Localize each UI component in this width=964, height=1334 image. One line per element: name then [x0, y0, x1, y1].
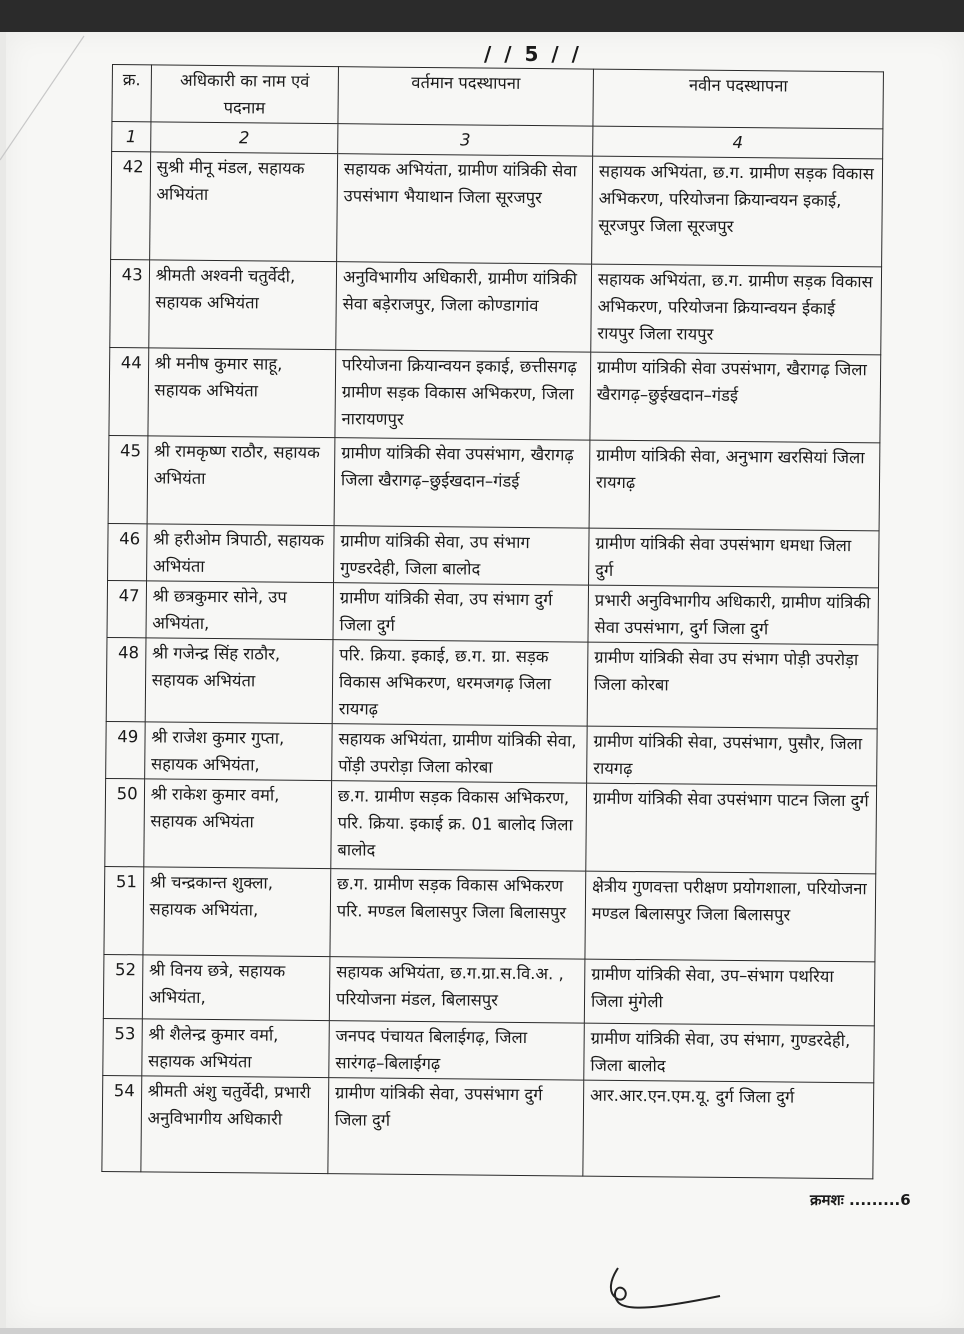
- officer-name-cell: श्री रामकृष्ण राठौर, सहायक अभियंता: [147, 436, 335, 526]
- table-row: [108, 523, 880, 587]
- new-posting-cell: ग्रामीण यांत्रिकी सेवा, उप–संभाग पथरिया जिला मुंगेली: [584, 959, 875, 1026]
- current-posting-cell: परि. क्रिया. इकाई, छ.ग. ग्रा. सड़क विकास अभिकरण, धरमजगढ़ जिला रायगढ़: [332, 640, 588, 726]
- current-posting-cell: सहायक अभियंता, छ.ग.ग्रा.स.वि.अ. , परियोजना मंडल, बिलासपुर: [329, 957, 585, 1023]
- col-number-3: 3: [338, 124, 593, 156]
- officer-name-cell: सुश्री मीनू मंडल, सहायक अभियंता: [149, 152, 337, 262]
- table-row: [105, 778, 877, 873]
- current-posting-cell: परियोजना क्रियान्वयन इकाई, छत्तीसगढ़ ग्रामीण सड़क विकास अभिकरण, जिला नारायणपुर: [335, 350, 591, 440]
- table-row: [109, 347, 881, 442]
- serial-number-cell: 42: [111, 152, 151, 260]
- table-row: [108, 435, 880, 530]
- serial-number-cell: 53: [103, 1018, 142, 1075]
- new-posting-cell: प्रभारी अनुविभागीय अधिकारी, ग्रामीण यांत्रिकी सेवा उपसंभाग, दुर्ग जिला दुर्ग: [588, 585, 879, 645]
- new-posting-cell: सहायक अभियंता, छ.ग. ग्रामीण सड़क विकास अभिकरण, परियोजना क्रियान्वयन इकाई, सूरजपुर जिला सूरजपुर: [592, 156, 883, 267]
- current-posting-cell: ग्रामीण यांत्रिकी सेवा, उपसंभाग दुर्ग जिला दुर्ग: [328, 1078, 584, 1176]
- header-sno: क्र.: [112, 65, 151, 122]
- new-posting-cell: ग्रामीण यांत्रिकी सेवा उपसंभाग धमधा जिला दुर्ग: [589, 528, 880, 588]
- new-posting-cell: ग्रामीण यांत्रिकी सेवा उप संभाग पोड़ी उपरोड़ा जिला कोरबा: [587, 642, 878, 729]
- header-name: अधिकारी का नाम एवं पदनाम: [151, 65, 339, 124]
- serial-number-cell: 47: [107, 580, 146, 637]
- new-posting-cell: सहायक अभियंता, छ.ग. ग्रामीण सड़क विकास अभिकरण, परियोजना क्रियान्वयन ईकाई रायपुर जिला रायपुर: [591, 264, 882, 355]
- transfer-order-table: [101, 64, 884, 1179]
- current-posting-cell: जनपद पंचायत बिलाईगढ़, जिला सारंगढ़–बिलाईगढ़: [329, 1021, 585, 1080]
- handwritten-signature: [600, 1258, 740, 1318]
- new-posting-cell: ग्रामीण यांत्रिकी सेवा, अनुभाग खरसियां जिला रायगढ़: [589, 440, 880, 531]
- officer-name-cell: श्रीमती अंशु चतुर्वेदी, प्रभारी अनुविभागीय अधिकारी: [141, 1076, 329, 1174]
- officer-name-cell: श्री चन्द्रकान्त शुक्ला, सहायक अभियंता,: [143, 867, 331, 957]
- header-new-posting: नवीन पदस्थापना: [593, 69, 884, 129]
- officer-name-cell: श्री राजेश कुमार गुप्ता, सहायक अभियंता,: [144, 722, 332, 781]
- table-row: [106, 637, 878, 728]
- header-current-posting: वर्तमान पदस्थापना: [338, 67, 594, 126]
- table-row: [104, 866, 876, 961]
- officer-name-cell: श्री छत्रकुमार सोने, उप अभियंता,: [146, 581, 334, 640]
- table-header-row: [112, 65, 884, 129]
- current-posting-cell: अनुविभागीय अधिकारी, ग्रामीण यांत्रिकी सेवा बड़ेराजपुर, जिला कोण्डागांव: [336, 262, 592, 352]
- continuation-note: क्रमशः .........6: [810, 1191, 911, 1209]
- serial-number-cell: 46: [108, 523, 147, 580]
- new-posting-cell: ग्रामीण यांत्रिकी सेवा, उप संभाग, गुण्डरदेही, जिला बालोद: [584, 1023, 875, 1083]
- serial-number-cell: 43: [110, 259, 150, 347]
- officer-name-cell: श्री राकेश कुमार वर्मा, सहायक अभियंता: [144, 779, 332, 869]
- col-number-1: 1: [112, 122, 151, 152]
- table-row: [110, 259, 882, 354]
- officer-name-cell: श्रीमती अश्वनी चतुर्वेदी, सहायक अभियंता: [148, 260, 336, 350]
- current-posting-cell: छ.ग. ग्रामीण सड़क विकास अभिकरण परि. मण्डल बिलासपुर जिला बिलासपुर: [330, 869, 586, 959]
- officer-name-cell: श्री हरीओम त्रिपाठी, सहायक अभियंता: [146, 524, 334, 583]
- officer-name-cell: श्री मनीष कुमार साहू, सहायक अभियंता: [148, 348, 336, 438]
- new-posting-cell: आर.आर.एन.एम.यू. दुर्ग जिला दुर्ग: [583, 1080, 874, 1179]
- table-row: [103, 1018, 875, 1082]
- serial-number-cell: 48: [106, 637, 146, 721]
- serial-number-cell: 54: [102, 1075, 142, 1171]
- table-row: [103, 954, 875, 1025]
- serial-number-cell: 44: [109, 347, 149, 435]
- current-posting-cell: सहायक अभियंता, ग्रामीण यांत्रिकी सेवा, पोंड़ी उपरोड़ा जिला कोरबा: [332, 724, 588, 783]
- serial-number-cell: 49: [106, 721, 145, 778]
- new-posting-cell: ग्रामीण यांत्रिकी सेवा, उपसंभाग, पुसौर, जिला रायगढ़: [587, 726, 878, 786]
- current-posting-cell: सहायक अभियंता, ग्रामीण यांत्रिकी सेवा उपसंभाग भैयाथान जिला सूरजपुर: [337, 154, 593, 264]
- current-posting-cell: ग्रामीण यांत्रिकी सेवा, उप संभाग गुण्डरदेही, जिला बालोद: [334, 526, 590, 585]
- new-posting-cell: क्षेत्रीय गुणवत्ता परीक्षण प्रयोगशाला, परियोजना मण्डल बिलासपुर जिला बिलासपुर: [585, 871, 876, 962]
- bottom-edge: [0, 1328, 964, 1334]
- table-row: [106, 721, 878, 785]
- officer-name-cell: श्री शैलेन्द्र कुमार वर्मा, सहायक अभियंता: [142, 1019, 330, 1078]
- table-row: [111, 152, 883, 267]
- serial-number-cell: 50: [105, 778, 145, 866]
- officer-name-cell: श्री विनय छत्रे, सहायक अभियंता,: [142, 955, 330, 1021]
- current-posting-cell: छ.ग. ग्रामीण सड़क विकास अभिकरण, परि. क्रिया. इकाई क्र. 01 बालोद जिला बालोद: [331, 781, 587, 871]
- new-posting-cell: ग्रामीण यांत्रिकी सेवा उपसंभाग, खैरागढ़ जिला खैरागढ़–छुईखदान–गंडई: [590, 352, 881, 443]
- top-bar: [0, 0, 964, 32]
- current-posting-cell: ग्रामीण यांत्रिकी सेवा, उप संभाग दुर्ग जिला दुर्ग: [333, 583, 589, 642]
- col-number-4: 4: [593, 126, 883, 159]
- table-row: [107, 580, 879, 644]
- paper-fold-line: [0, 30, 90, 170]
- officer-name-cell: श्री गजेन्द्र सिंह राठौर, सहायक अभियंता: [145, 638, 333, 724]
- serial-number-cell: 51: [104, 866, 144, 954]
- new-posting-cell: ग्रामीण यांत्रिकी सेवा उपसंभाग पाटन जिला दुर्ग: [586, 783, 877, 874]
- serial-number-cell: 52: [103, 954, 142, 1018]
- col-number-2: 2: [150, 122, 338, 154]
- serial-number-cell: 45: [108, 435, 148, 523]
- current-posting-cell: ग्रामीण यांत्रिकी सेवा उपसंभाग, खैरागढ़ जिला खैरागढ़–छुईखदान–गंडई: [334, 438, 590, 528]
- page-number: / / 5 / /: [484, 42, 582, 66]
- table-row: [102, 1075, 874, 1178]
